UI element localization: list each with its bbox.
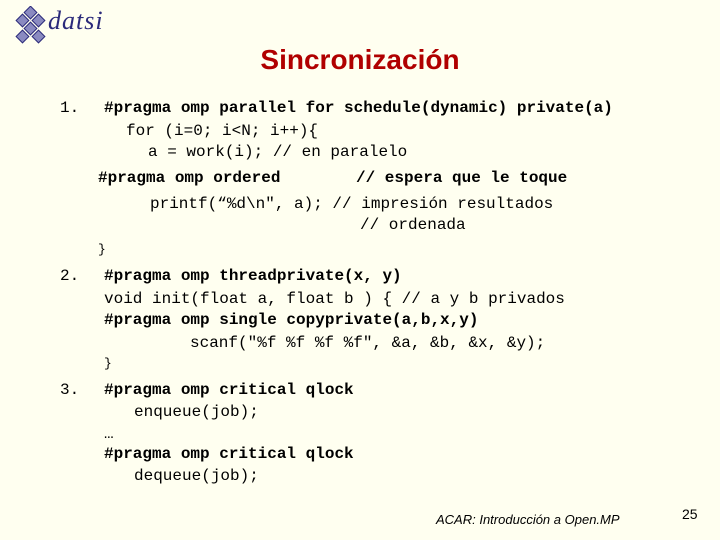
code-line: … [104,425,114,443]
code-comment: // espera que le toque [356,169,568,187]
code-line: a = work(i); // en paralelo [148,143,408,161]
item-number-1: 1. [60,99,80,117]
code-line: #pragma omp threadprivate(x, y) [104,267,402,285]
code-line: #pragma omp critical qlock [104,445,354,463]
code-line: } [104,356,112,371]
code-line: enqueue(job); [134,403,259,421]
item-number-3: 3. [60,381,80,399]
footer-text: ACAR: Introducción a Open.MP [436,512,620,527]
code-line: #pragma omp parallel for schedule(dynamic) private(a) [104,99,613,117]
code-line: #pragma omp ordered [98,169,281,187]
code-line: #pragma omp single copyprivate(a,b,x,y) [104,311,479,329]
code-line: for (i=0; i<N; i++){ [126,122,319,140]
code-line: scanf("%f %f %f %f", &a, &b, &x, &y); [190,334,546,352]
code-line: printf(“%d\n", a); // impresión resultados [150,195,554,213]
code-line: #pragma omp critical qlock [104,381,354,399]
code-line: } [98,242,106,257]
slide-title: Sincronización [260,44,460,75]
code-comment: // ordenada [360,216,466,234]
item-number-2: 2. [60,267,80,285]
logo-text: datsi [48,6,104,35]
page-number: 25 [682,506,698,522]
code-line: dequeue(job); [134,467,259,485]
code-line: void init(float a, float b ) { // a y b privados [104,290,565,308]
